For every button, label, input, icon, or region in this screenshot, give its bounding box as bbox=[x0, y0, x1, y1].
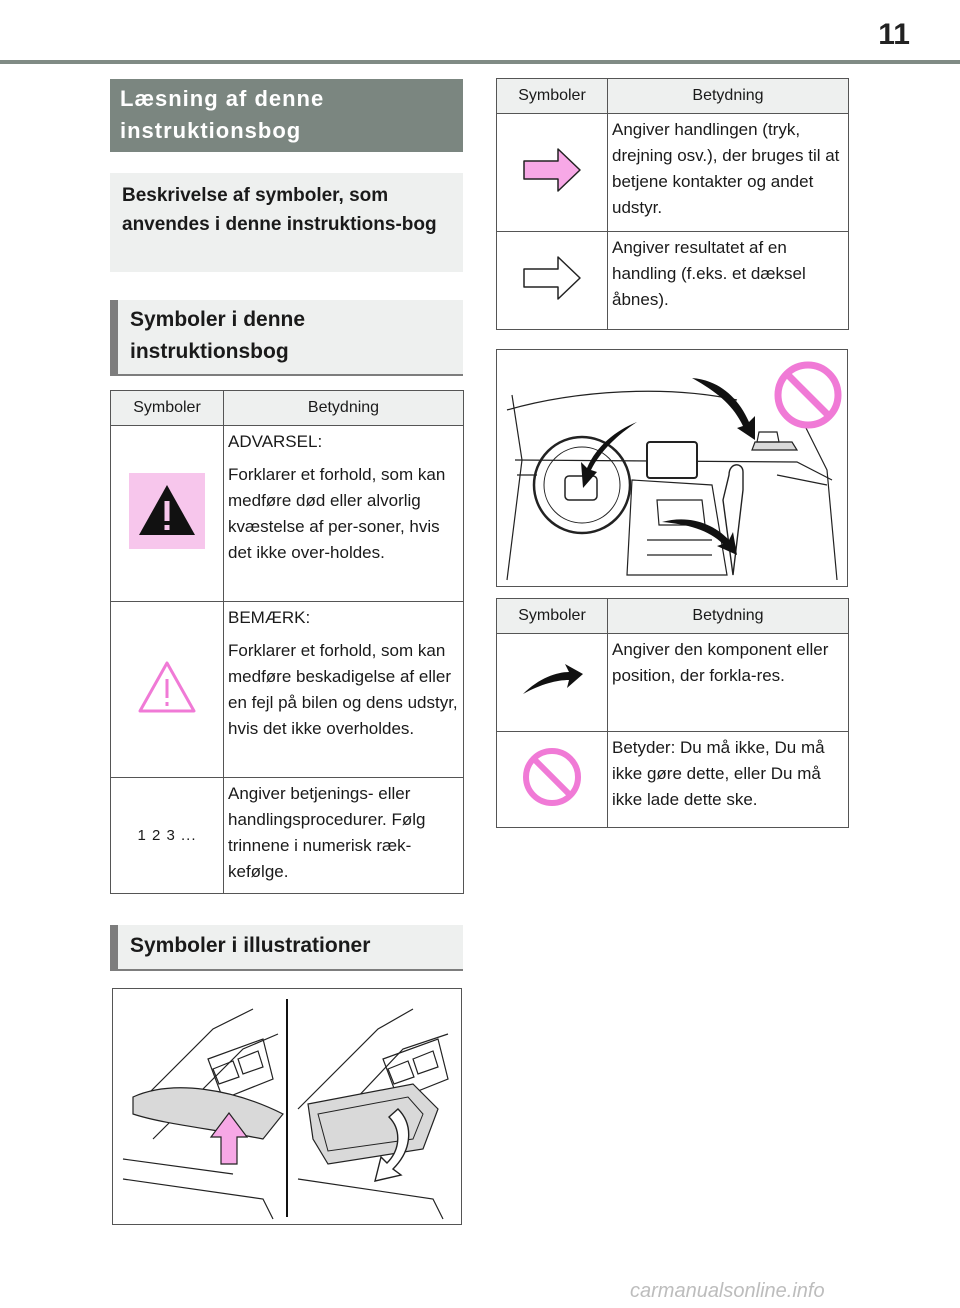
symbols-table-right-top bbox=[496, 78, 849, 330]
table-header-row bbox=[497, 79, 849, 114]
steps-icon: 1 2 3 ... bbox=[137, 826, 197, 844]
symbols-table-right-bottom bbox=[496, 598, 849, 828]
table-row bbox=[497, 114, 849, 232]
notice-text: Forklarer et forhold, som kan medføre beskadigelse af eller en fejl på bilen og dens udstyr, hvis det ikke overholdes. bbox=[228, 641, 458, 738]
notice-icon bbox=[136, 659, 198, 715]
chapter-title: Læsning af denne instruktionsbog bbox=[120, 86, 325, 143]
table-row bbox=[497, 634, 849, 732]
column-header-symbols: Symboler bbox=[497, 599, 608, 634]
steps-text: Angiver betjenings- eller handlingsprocedurer. Følg trinnene i numerisk ræk-kefølge. bbox=[228, 784, 426, 881]
illustration-dashboard bbox=[496, 349, 848, 587]
table-row bbox=[111, 426, 464, 602]
symbol-cell bbox=[497, 732, 608, 828]
meaning-cell bbox=[608, 114, 849, 232]
symbol-cell bbox=[111, 602, 224, 778]
pink-arrow-icon bbox=[522, 147, 582, 193]
section-header-illustration-symbols bbox=[110, 925, 463, 971]
column-header-symbols: Symboler bbox=[497, 79, 608, 114]
illustration-overhead-console bbox=[112, 988, 462, 1225]
column-header-symbols: Symboler bbox=[111, 391, 224, 426]
warning-label: ADVARSEL: bbox=[228, 432, 323, 451]
pointer-arrow-icon bbox=[519, 660, 585, 700]
subtitle-box bbox=[110, 173, 463, 272]
notice-label: BEMÆRK: bbox=[228, 608, 311, 627]
top-rule bbox=[0, 60, 960, 64]
table-row bbox=[111, 778, 464, 894]
table-row bbox=[497, 232, 849, 330]
overhead-console-illustration bbox=[113, 989, 461, 1224]
symbol-cell bbox=[111, 426, 224, 602]
meaning-cell bbox=[224, 426, 464, 602]
meaning-cell bbox=[608, 634, 849, 732]
section-header-manual-symbols bbox=[110, 300, 463, 376]
section-title: Symboler i denne instruktionsbog bbox=[130, 308, 306, 363]
symbol-cell bbox=[497, 114, 608, 232]
table-header-row bbox=[111, 391, 464, 426]
column-header-meaning: Betydning bbox=[224, 391, 464, 426]
result-arrow-text: Angiver resultatet af en handling (f.eks. et dæksel åbnes). bbox=[612, 238, 806, 309]
action-arrow-text: Angiver handlingen (tryk, drejning osv.), der bruges til at betjene kontakter og andet udstyr. bbox=[612, 120, 840, 217]
meaning-cell bbox=[608, 232, 849, 330]
meaning-cell bbox=[224, 778, 464, 894]
symbol-cell bbox=[497, 634, 608, 732]
table-row bbox=[111, 602, 464, 778]
warning-text: Forklarer et forhold, som kan medføre død eller alvorlig kvæstelse af per-soner, hvis det ikke over-holdes. bbox=[228, 465, 446, 562]
watermark: carmanualsonline.info bbox=[630, 1280, 825, 1302]
warning-icon bbox=[129, 473, 205, 549]
table-header-row bbox=[497, 599, 849, 634]
prohibited-icon bbox=[520, 745, 584, 809]
symbol-cell bbox=[497, 232, 608, 330]
dashboard-illustration bbox=[497, 350, 847, 586]
symbols-table-left bbox=[110, 390, 464, 894]
page-number: 11 bbox=[878, 18, 910, 51]
meaning-cell bbox=[224, 602, 464, 778]
meaning-cell bbox=[608, 732, 849, 828]
chapter-title-box bbox=[110, 79, 463, 152]
section-title: Symboler i illustrationer bbox=[130, 934, 371, 957]
pointer-arrow-text: Angiver den komponent eller position, der forkla-res. bbox=[612, 640, 829, 685]
prohibited-text: Betyder: Du må ikke, Du må ikke gøre dette, eller Du må ikke lade dette ske. bbox=[612, 738, 825, 809]
outline-arrow-icon bbox=[522, 255, 582, 301]
subtitle: Beskrivelse af symboler, som anvendes i denne instruktions-bog bbox=[122, 185, 437, 235]
table-row bbox=[497, 732, 849, 828]
column-header-meaning: Betydning bbox=[608, 79, 849, 114]
symbol-cell bbox=[111, 778, 224, 894]
column-header-meaning: Betydning bbox=[608, 599, 849, 634]
